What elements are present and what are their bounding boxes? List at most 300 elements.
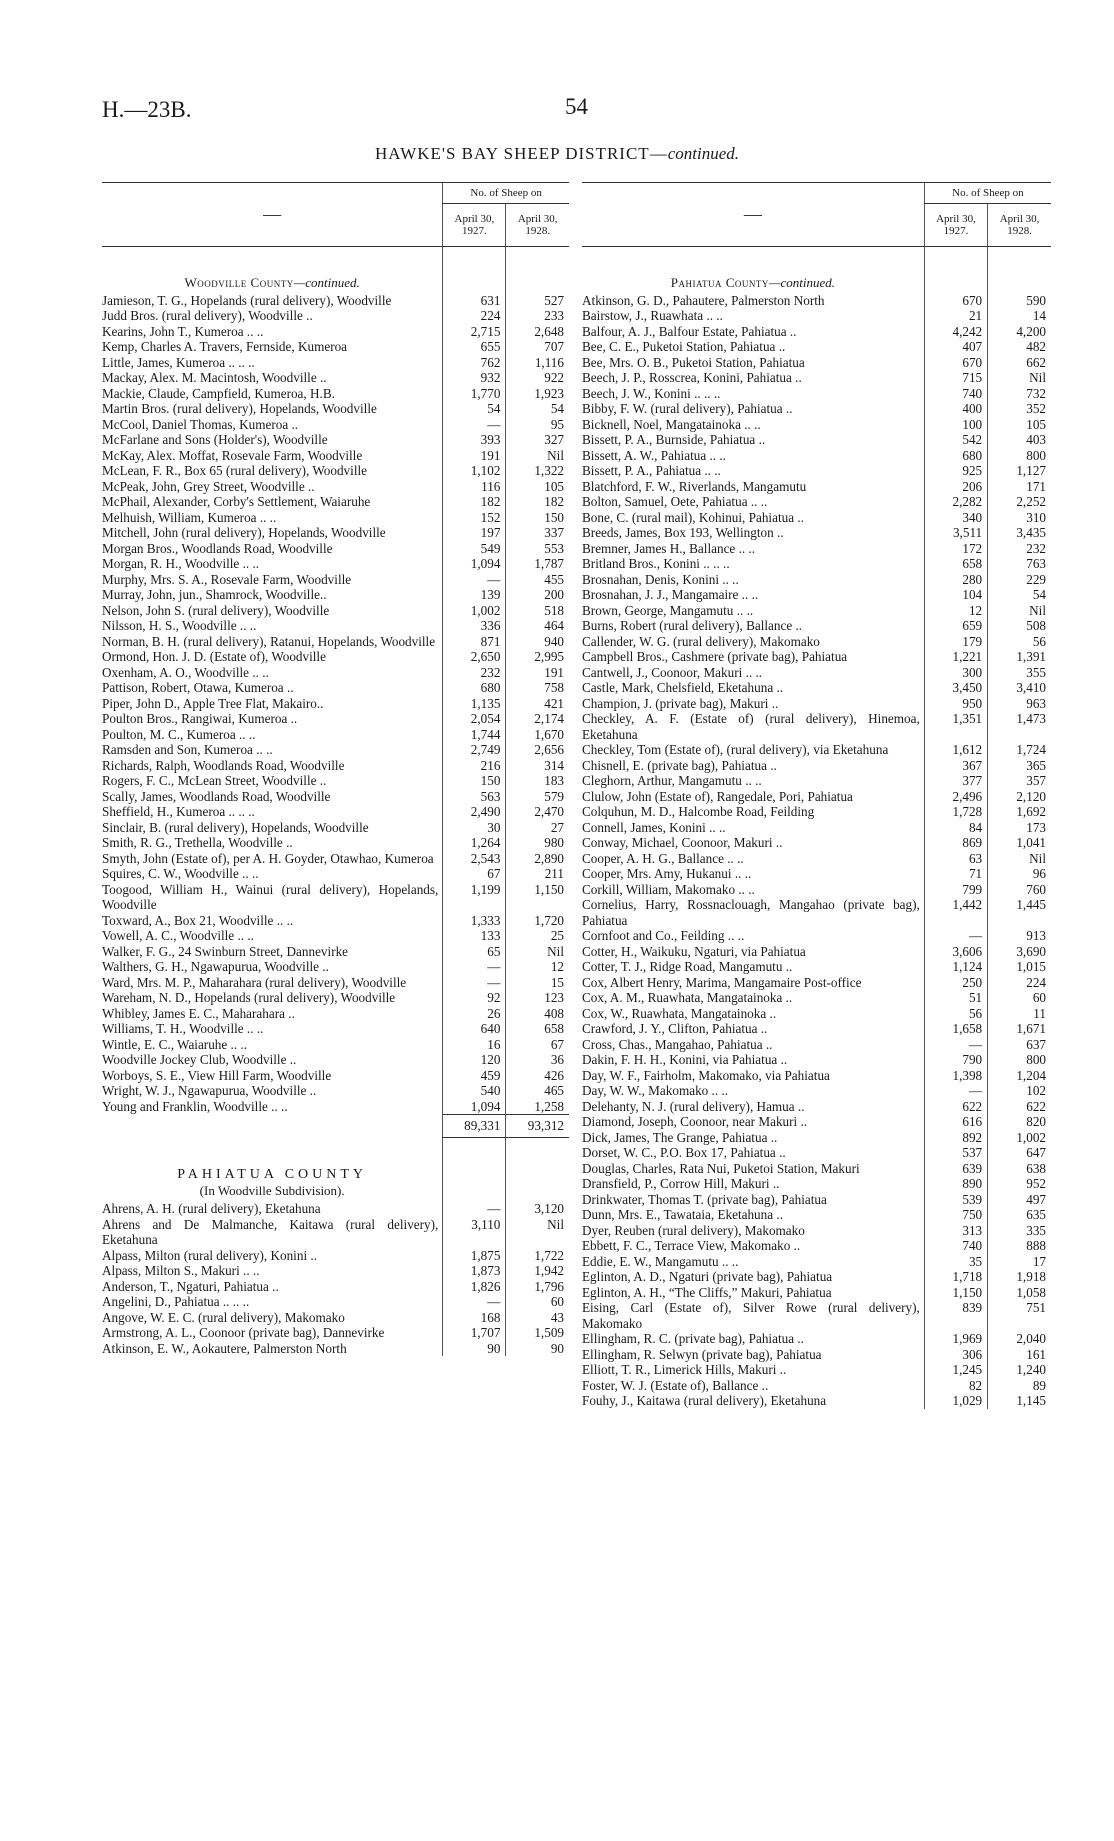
holder-name: Cotter, H., Waikuku, Ngaturi, via Pahiatua xyxy=(582,943,806,959)
sheep-1927: — xyxy=(443,959,506,975)
sheep-1927: 67 xyxy=(443,866,506,882)
table-row xyxy=(582,1347,1051,1363)
sheep-1928: 314 xyxy=(506,758,569,774)
column-1928-header: April 30, 1928. xyxy=(988,204,1051,247)
sheep-1928: 1,258 xyxy=(506,1099,569,1115)
sheep-1927: 1,826 xyxy=(443,1279,506,1295)
table-row xyxy=(582,1037,1051,1053)
holder-name: Worboys, S. E., View Hill Farm, Woodville xyxy=(102,1067,332,1083)
sheep-1928: 2,120 xyxy=(988,789,1051,805)
holder-name: Ebbett, F. C., Terrace View, Makomako .. xyxy=(582,1238,801,1253)
sheep-1927: 1,969 xyxy=(924,1331,987,1347)
sheep-1927: 950 xyxy=(924,696,987,712)
holder-name: Smith, R. G., Trethella, Woodville .. xyxy=(102,835,293,850)
holder-name: Dransfield, P., Corrow Hill, Makuri .. xyxy=(582,1176,780,1191)
sheep-1928: 355 xyxy=(988,665,1051,681)
table-row xyxy=(102,1341,569,1357)
sheep-1928: 1,724 xyxy=(988,742,1051,758)
holder-name: Little, James, Kumeroa .. .. .. xyxy=(102,354,255,370)
holder-name: Bone, C. (rural mail), Kohinui, Pahiatua .. xyxy=(582,509,804,525)
holder-name: Rogers, F. C., McLean Street, Woodville .. xyxy=(102,773,327,788)
sheep-1927: 1,333 xyxy=(443,913,506,929)
sheep-count-header: No. of Sheep on xyxy=(443,183,569,204)
table-row xyxy=(582,1083,1051,1099)
holder-name: Wright, W. J., Ngawapurua, Woodville .. xyxy=(102,1083,317,1098)
sheep-1927: 1,221 xyxy=(924,649,987,665)
sheep-1927: 250 xyxy=(924,975,987,991)
holder-name: Piper, John D., Apple Tree Flat, Makairo.. xyxy=(102,695,324,711)
sheep-1927: 790 xyxy=(924,1052,987,1068)
sheep-1928: 1,787 xyxy=(506,556,569,572)
holder-name: Anderson, T., Ngaturi, Pahiatua .. xyxy=(102,1278,279,1294)
sheep-1927: 1,875 xyxy=(443,1248,506,1264)
sheep-1927: 377 xyxy=(924,773,987,789)
sheep-1927: 21 xyxy=(924,308,987,324)
sheep-1927: 680 xyxy=(443,680,506,696)
right-column xyxy=(582,182,1051,1822)
sheep-1928: 54 xyxy=(988,587,1051,603)
column-1927-header: April 30, 1927. xyxy=(924,204,987,247)
sheep-1928: 3,435 xyxy=(988,525,1051,541)
holder-name: Cantwell, J., Coonoor, Makuri .. .. xyxy=(582,664,763,680)
table-row xyxy=(102,355,569,371)
sheep-1927: 30 xyxy=(443,820,506,836)
sheep-1928: 1,041 xyxy=(988,835,1051,851)
table-row xyxy=(582,463,1051,479)
holder-name: Nilsson, H. S., Woodville .. .. xyxy=(102,618,257,633)
section-name: Pahiatua County xyxy=(670,275,769,290)
total-1927: 89,331 xyxy=(443,1115,506,1138)
sheep-1928: 1,150 xyxy=(506,882,569,913)
holder-name: Cooper, A. H. G., Ballance .. .. xyxy=(582,850,744,866)
table-row xyxy=(582,1052,1051,1068)
sheep-1928: 940 xyxy=(506,634,569,650)
sheep-1928: 732 xyxy=(988,386,1051,402)
sheep-1928: 211 xyxy=(506,866,569,882)
table-row xyxy=(582,634,1051,650)
table-row xyxy=(582,1161,1051,1177)
sheep-1928: 96 xyxy=(988,866,1051,882)
holder-name: Cornelius, Harry, Rossnaclouagh, Mangahao (private bag), Pahiatua xyxy=(582,897,920,928)
table-row xyxy=(582,355,1051,371)
holder-name: Colquhun, M. D., Halcombe Road, Feilding xyxy=(582,804,815,819)
table-row xyxy=(102,1052,569,1068)
holder-name: Brosnahan, Denis, Konini .. .. xyxy=(582,571,739,587)
holder-name: Burns, Robert (rural delivery), Ballance .. xyxy=(582,618,803,633)
table-row xyxy=(582,1285,1051,1301)
holder-name: Corkill, William, Makomako .. .. xyxy=(582,881,755,897)
sheep-1928: 183 xyxy=(506,773,569,789)
holder-name: Bissett, P. A., Burnside, Pahiatua .. xyxy=(582,432,766,447)
sheep-1927: 367 xyxy=(924,758,987,774)
sheep-1928: 365 xyxy=(988,758,1051,774)
table-row xyxy=(102,494,569,510)
table-row xyxy=(582,603,1051,619)
sheep-1927: 4,242 xyxy=(924,324,987,340)
sheep-1927: 2,490 xyxy=(443,804,506,820)
holder-name: Toogood, William H., Wainui (rural delivery), Hopelands, Woodville xyxy=(102,881,439,912)
sheep-1927: 670 xyxy=(924,355,987,371)
table-row xyxy=(102,1021,569,1037)
table-row xyxy=(582,556,1051,572)
sheep-1928: 200 xyxy=(506,587,569,603)
sheep-1927: 197 xyxy=(443,525,506,541)
holder-name: Chisnell, E. (private bag), Pahiatua .. xyxy=(582,757,777,773)
sheep-1927: 839 xyxy=(924,1300,987,1331)
table-row xyxy=(102,851,569,867)
sheep-1928: 335 xyxy=(988,1223,1051,1239)
sheep-1928: 800 xyxy=(988,1052,1051,1068)
table-row xyxy=(102,742,569,758)
holder-name: Whibley, James E. C., Maharahara .. xyxy=(102,1005,295,1021)
holder-name: Britland Bros., Konini .. .. .. xyxy=(582,556,730,571)
holder-name: Dyer, Reuben (rural delivery), Makomako xyxy=(582,1222,805,1238)
holder-name: Douglas, Charles, Rata Nui, Puketoi Station, Makuri xyxy=(582,1160,860,1176)
table-row xyxy=(102,773,569,789)
table-row xyxy=(102,649,569,665)
sheep-1927: 152 xyxy=(443,510,506,526)
table-row xyxy=(102,944,569,960)
holder-name: Eglinton, A. D., Ngaturi (private bag), Pahiatua xyxy=(582,1269,833,1284)
holder-name: McKay, Alex. Moffat, Rosevale Farm, Woodville xyxy=(102,447,363,463)
sheep-1927: 740 xyxy=(924,386,987,402)
sheep-1927: 890 xyxy=(924,1176,987,1192)
table-row xyxy=(582,1238,1051,1254)
sheep-1928: 2,656 xyxy=(506,742,569,758)
table-row xyxy=(102,696,569,712)
table-row xyxy=(582,1068,1051,1084)
title-continued: continued. xyxy=(667,144,739,163)
holder-name: Foster, W. J. (Estate of), Ballance .. xyxy=(582,1377,769,1393)
sheep-1928: 622 xyxy=(988,1099,1051,1115)
holder-name: Morgan Bros., Woodlands Road, Woodville xyxy=(102,540,333,556)
sheep-1928: 1,145 xyxy=(988,1393,1051,1409)
sheep-1928: 3,120 xyxy=(506,1201,569,1217)
holder-name: Kearins, John T., Kumeroa .. .. xyxy=(102,323,264,339)
holder-name: Eglinton, A. H., “The Cliffs,” Makuri, Pahiatua xyxy=(582,1284,832,1300)
sheep-1928: 952 xyxy=(988,1176,1051,1192)
table-row xyxy=(582,1393,1051,1409)
table-row xyxy=(102,882,569,913)
sheep-1928: 464 xyxy=(506,618,569,634)
sheep-1928: 1,670 xyxy=(506,727,569,743)
sheep-1927: 232 xyxy=(443,665,506,681)
holder-name: Ahrens and De Malmanche, Kaitawa (rural delivery), Eketahuna xyxy=(102,1216,439,1247)
table-row xyxy=(582,1254,1051,1270)
sheep-1928: 54 xyxy=(506,401,569,417)
table-row xyxy=(102,401,569,417)
holder-name: Champion, J. (private bag), Makuri .. xyxy=(582,695,779,711)
sheep-1928: 1,918 xyxy=(988,1269,1051,1285)
holder-name: Conway, Michael, Coonoor, Makuri .. xyxy=(582,835,783,850)
sheep-1928: 1,445 xyxy=(988,897,1051,928)
sheep-1927: 82 xyxy=(924,1378,987,1394)
holder-name: Cooper, Mrs. Amy, Hukanui .. .. xyxy=(582,866,752,881)
sheep-1927: 640 xyxy=(443,1021,506,1037)
sheep-1927: 1,658 xyxy=(924,1021,987,1037)
sheep-1928: 60 xyxy=(506,1294,569,1310)
table-row xyxy=(582,432,1051,448)
table-row xyxy=(102,835,569,851)
sheep-1928: Nil xyxy=(506,1217,569,1248)
holder-name: Cox, W., Ruawhata, Mangatainoka .. xyxy=(582,1005,777,1021)
sheep-1927: 2,054 xyxy=(443,711,506,727)
holder-name: Clulow, John (Estate of), Rangedale, Pori, Pahiatua xyxy=(582,788,853,804)
table-row xyxy=(582,866,1051,882)
sheep-1927: 182 xyxy=(443,494,506,510)
table-row xyxy=(582,944,1051,960)
holder-name: Cox, Albert Henry, Marima, Mangamaire Post-office xyxy=(582,974,862,990)
left-column xyxy=(102,182,569,1822)
holder-name: Eddie, E. W., Mangamutu .. .. xyxy=(582,1253,739,1269)
holder-name: Checkley, A. F. (Estate of) (rural delivery), Hinemoa, Eketahuna xyxy=(582,711,920,742)
sheep-1928: 3,410 xyxy=(988,680,1051,696)
sheep-1927: 63 xyxy=(924,851,987,867)
sheep-1927: 139 xyxy=(443,587,506,603)
sheep-1927: 1,245 xyxy=(924,1362,987,1378)
table-row xyxy=(102,339,569,355)
holder-name: Sinclair, B. (rural delivery), Hopelands, Woodville xyxy=(102,819,369,835)
sheep-1928: 150 xyxy=(506,510,569,526)
sheep-1927: 542 xyxy=(924,432,987,448)
sheep-1927: 16 xyxy=(443,1037,506,1053)
sheep-1927: 540 xyxy=(443,1083,506,1099)
holder-name: Norman, B. H. (rural delivery), Ratanui, Hopelands, Woodville xyxy=(102,633,436,649)
table-row xyxy=(102,866,569,882)
holder-name: Ahrens, A. H. (rural delivery), Eketahuna xyxy=(102,1201,321,1216)
table-row xyxy=(582,990,1051,1006)
left-section-pahiatua xyxy=(102,1201,569,1356)
sheep-1927: 172 xyxy=(924,541,987,557)
holder-name: Callender, W. G. (rural delivery), Makomako xyxy=(582,633,820,649)
holder-name: Checkley, Tom (Estate of), (rural delivery), via Eketahuna xyxy=(582,742,889,757)
sheep-1928: 403 xyxy=(988,432,1051,448)
sheep-1927: 1,029 xyxy=(924,1393,987,1409)
table-row xyxy=(102,665,569,681)
sheep-1928: 913 xyxy=(988,928,1051,944)
sheep-1927: 2,715 xyxy=(443,324,506,340)
sheep-1928: 2,890 xyxy=(506,851,569,867)
sheep-1928: 1,002 xyxy=(988,1130,1051,1146)
table-row xyxy=(582,680,1051,696)
sheep-1927: 400 xyxy=(924,401,987,417)
sheep-1928: 173 xyxy=(988,820,1051,836)
holder-name: Bolton, Samuel, Oete, Pahiatua .. .. xyxy=(582,494,768,509)
table-row xyxy=(582,525,1051,541)
holder-name: Brosnahan, J. J., Mangamaire .. .. xyxy=(582,587,759,602)
table-row xyxy=(102,1294,569,1310)
holder-name: Walthers, G. H., Ngawapurua, Woodville .. xyxy=(102,959,329,974)
sheep-1928: 36 xyxy=(506,1052,569,1068)
sheep-1927: 3,110 xyxy=(443,1217,506,1248)
sheep-1927: — xyxy=(924,1037,987,1053)
sheep-1928: 1,058 xyxy=(988,1285,1051,1301)
title-main: HAWKE'S BAY SHEEP DISTRICT— xyxy=(375,144,668,163)
table-row xyxy=(102,324,569,340)
sheep-1928: 1,923 xyxy=(506,386,569,402)
holder-name: Dorset, W. C., P.O. Box 17, Pahiatua .. xyxy=(582,1145,786,1160)
holder-name: Alpass, Milton S., Makuri .. .. xyxy=(102,1263,260,1278)
table-row xyxy=(582,308,1051,324)
sheep-1928: 1,796 xyxy=(506,1279,569,1295)
sheep-1927: 90 xyxy=(443,1341,506,1357)
holder-name: Williams, T. H., Woodville .. .. xyxy=(102,1021,264,1036)
table-row xyxy=(582,1145,1051,1161)
table-row xyxy=(582,959,1051,975)
table-row xyxy=(102,913,569,929)
holder-name: Mackay, Alex. M. Macintosh, Woodville .. xyxy=(102,370,327,385)
table-row xyxy=(582,1331,1051,1347)
sheep-1927: 1,718 xyxy=(924,1269,987,1285)
holder-name: Dick, James, The Grange, Pahiatua .. xyxy=(582,1129,778,1145)
sheep-1927: 150 xyxy=(443,773,506,789)
sheep-1928: 1,671 xyxy=(988,1021,1051,1037)
table-row xyxy=(582,835,1051,851)
sheep-1928: 25 xyxy=(506,928,569,944)
holder-name: Bissett, A. W., Pahiatua .. .. xyxy=(582,447,726,463)
table-row xyxy=(582,618,1051,634)
table-row xyxy=(102,1248,569,1264)
holder-name: Pattison, Robert, Otawa, Kumeroa .. xyxy=(102,680,294,695)
table-row xyxy=(582,665,1051,681)
sheep-1928: Nil xyxy=(506,944,569,960)
table-row xyxy=(102,680,569,696)
sheep-1928: 2,648 xyxy=(506,324,569,340)
holder-name: Young and Franklin, Woodville .. .. xyxy=(102,1098,288,1114)
sheep-1927: — xyxy=(443,1294,506,1310)
table-row xyxy=(582,541,1051,557)
sheep-1928: 760 xyxy=(988,882,1051,898)
holder-name: Dakin, F. H. H., Konini, via Pahiatua .. xyxy=(582,1052,788,1067)
sheep-1927: 1,094 xyxy=(443,1099,506,1115)
sheep-1927: 1,707 xyxy=(443,1325,506,1341)
table-row xyxy=(102,1006,569,1022)
table-row xyxy=(102,448,569,464)
table-row xyxy=(102,711,569,727)
right-table xyxy=(582,182,1051,1409)
sheep-1927: 3,606 xyxy=(924,944,987,960)
table-row xyxy=(102,603,569,619)
table-row xyxy=(102,990,569,1006)
table-row xyxy=(102,556,569,572)
sheep-1927: 537 xyxy=(924,1145,987,1161)
holder-name: Bairstow, J., Ruawhata .. .. xyxy=(582,308,723,323)
sheep-1927: 670 xyxy=(924,293,987,309)
sheep-1928: 1,116 xyxy=(506,355,569,371)
sheep-1927: 539 xyxy=(924,1192,987,1208)
sheep-1928: 518 xyxy=(506,603,569,619)
sheep-1927: 92 xyxy=(443,990,506,1006)
holder-name: Castle, Mark, Chelsfield, Eketahuna .. xyxy=(582,680,784,695)
sheep-1928: 980 xyxy=(506,835,569,851)
sheep-1927: — xyxy=(443,1201,506,1217)
holder-name: Wareham, N. D., Hopelands (rural delivery), Woodville xyxy=(102,990,396,1005)
table-row xyxy=(582,1269,1051,1285)
holder-name: Nelson, John S. (rural delivery), Woodville xyxy=(102,602,330,618)
sheep-count-header: No. of Sheep on xyxy=(924,183,1051,204)
sheep-1928: 590 xyxy=(988,293,1051,309)
table-row xyxy=(102,1263,569,1279)
holder-name: Connell, James, Konini .. .. xyxy=(582,819,726,835)
sheep-1928: Nil xyxy=(988,851,1051,867)
sheep-1928: 758 xyxy=(506,680,569,696)
table-row xyxy=(102,959,569,975)
holder-name: Blatchford, F. W., Riverlands, Mangamutu xyxy=(582,478,807,494)
holder-name: McPeak, John, Grey Street, Woodville .. xyxy=(102,478,315,494)
sheep-1927: 306 xyxy=(924,1347,987,1363)
sheep-1927: 179 xyxy=(924,634,987,650)
section-name: Woodville County xyxy=(184,275,294,290)
sheep-1927: 680 xyxy=(924,448,987,464)
holder-name: Eising, Carl (Estate of), Silver Rowe (rural delivery), Makomako xyxy=(582,1300,920,1331)
sheep-1927: 2,496 xyxy=(924,789,987,805)
table-row xyxy=(582,587,1051,603)
table-row xyxy=(582,494,1051,510)
table-row xyxy=(582,773,1051,789)
holder-name: Richards, Ralph, Woodlands Road, Woodville xyxy=(102,757,345,773)
sheep-1928: 763 xyxy=(988,556,1051,572)
holder-name: Angelini, D., Pahiatua .. .. .. xyxy=(102,1294,250,1309)
sheep-1928: 1,942 xyxy=(506,1263,569,1279)
sheep-1928: 1,015 xyxy=(988,959,1051,975)
sheep-1928: 105 xyxy=(506,479,569,495)
sheep-1927: 622 xyxy=(924,1099,987,1115)
sheep-1927: — xyxy=(443,417,506,433)
holder-name: Poulton Bros., Rangiwai, Kumeroa .. xyxy=(102,711,298,726)
table-row xyxy=(582,1099,1051,1115)
document-reference: H.—23B. xyxy=(102,97,192,122)
holder-name: Ellingham, R. Selwyn (private bag), Pahiatua xyxy=(582,1346,822,1362)
sheep-1928: 90 xyxy=(506,1341,569,1357)
sheep-1927: 51 xyxy=(924,990,987,1006)
table-row xyxy=(582,1223,1051,1239)
table-row xyxy=(582,820,1051,836)
sheep-1928: 337 xyxy=(506,525,569,541)
table-row xyxy=(102,432,569,448)
table-row xyxy=(582,928,1051,944)
table-row xyxy=(582,804,1051,820)
table-row xyxy=(582,789,1051,805)
holder-name: Drinkwater, Thomas T. (private bag), Pahiatua xyxy=(582,1191,827,1207)
sheep-1927: — xyxy=(443,975,506,991)
sheep-1927: 206 xyxy=(924,479,987,495)
sheep-1928: 1,127 xyxy=(988,463,1051,479)
holder-name: Diamond, Joseph, Coonoor, near Makuri .. xyxy=(582,1114,808,1129)
table-row xyxy=(102,975,569,991)
holder-name: Melhuish, William, Kumeroa .. .. xyxy=(102,509,277,525)
holder-name: Armstrong, A. L., Coonoor (private bag), Dannevirke xyxy=(102,1325,385,1340)
table-row xyxy=(102,758,569,774)
holder-name: Campbell Bros., Cashmere (private bag), Pahiatua xyxy=(582,649,848,664)
sheep-1928: 707 xyxy=(506,339,569,355)
table-row xyxy=(582,1192,1051,1208)
holder-name: Ormond, Hon. J. D. (Estate of), Woodville xyxy=(102,649,326,664)
table-row xyxy=(582,711,1051,742)
sheep-1928: 232 xyxy=(988,541,1051,557)
sheep-1927: 925 xyxy=(924,463,987,479)
section-heading-pahiatua: PAHIATUA COUNTY xyxy=(177,1167,368,1182)
holder-name: Bee, Mrs. O. B., Puketoi Station, Pahiatua xyxy=(582,354,805,370)
sheep-1927: 84 xyxy=(924,820,987,836)
sheep-1928: 233 xyxy=(506,308,569,324)
table-row xyxy=(102,1325,569,1341)
sheep-1928: 1,720 xyxy=(506,913,569,929)
sheep-1927: 869 xyxy=(924,835,987,851)
table-row xyxy=(582,386,1051,402)
sheep-1928: 229 xyxy=(988,572,1051,588)
sheep-1927: 26 xyxy=(443,1006,506,1022)
table-row xyxy=(102,293,569,309)
